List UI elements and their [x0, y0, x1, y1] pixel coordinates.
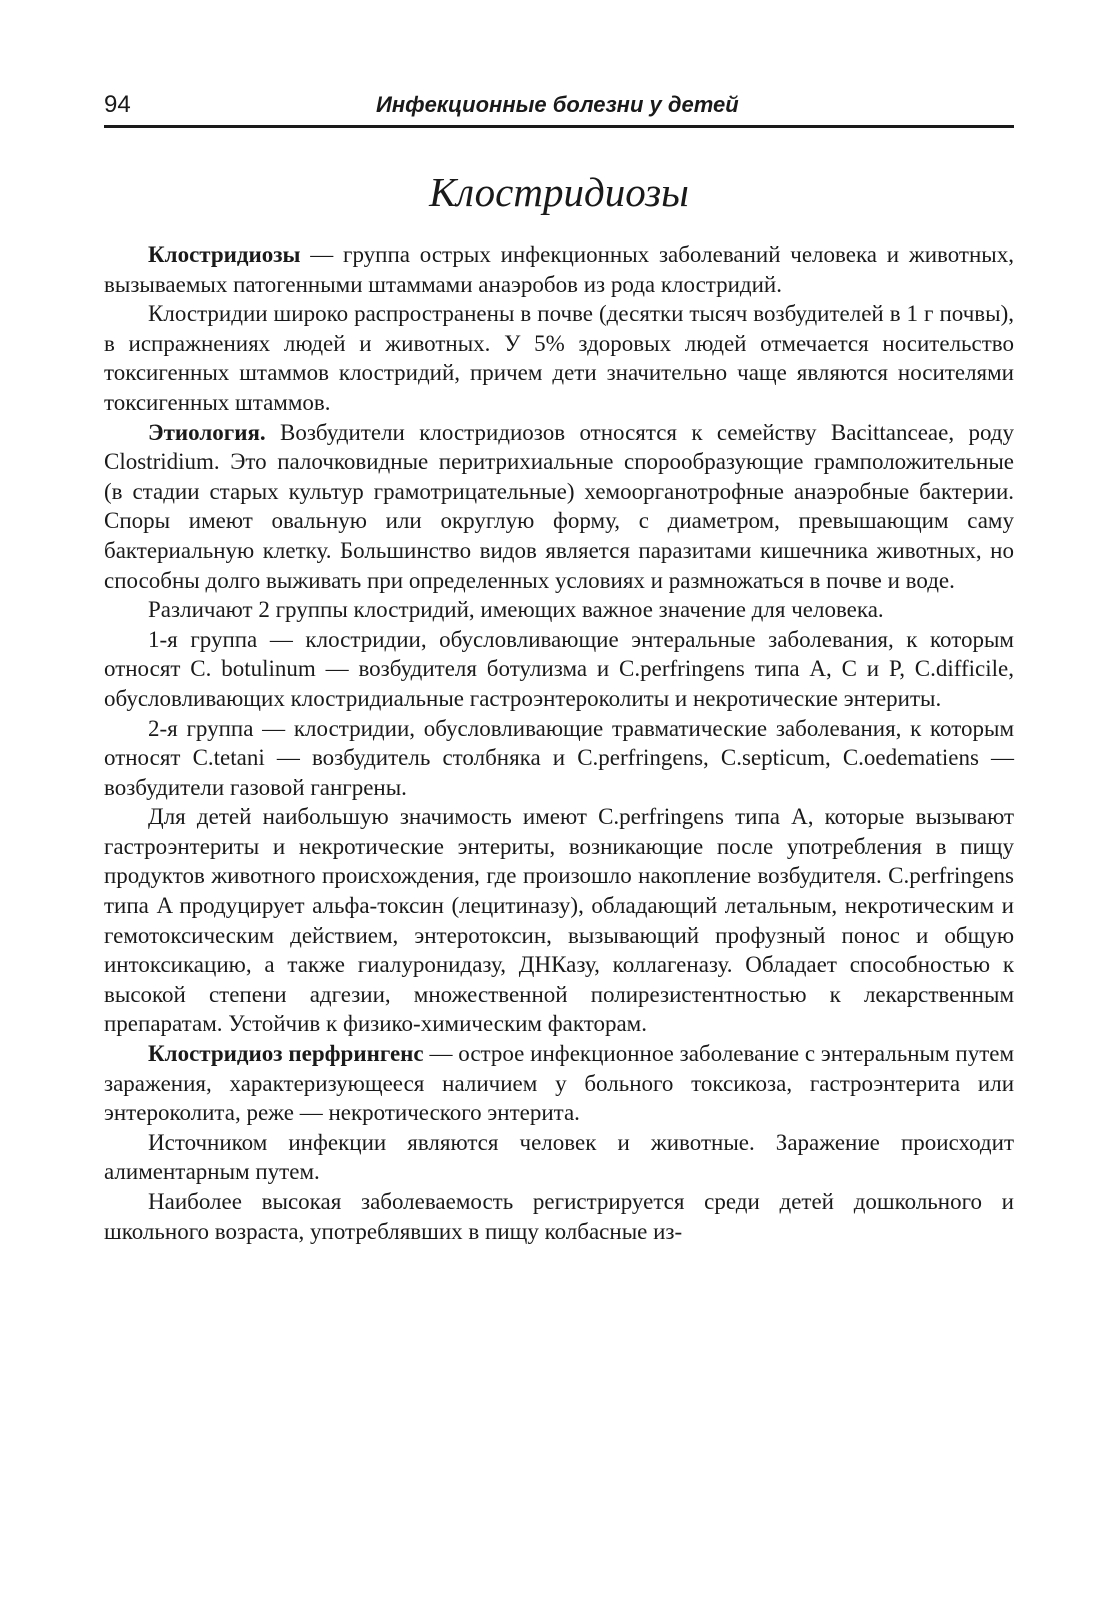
running-title: Инфекционные болезни у детей: [376, 92, 739, 117]
paragraph-groups: [104, 595, 1014, 625]
paragraph-text: Для детей наибольшую значимость имеют C.perfringens типа A, которые вызывают гастроэнтериты и некротические энтериты, возникающие после употребления в пищу продуктов животного происхождения, где произошло накопление возбудителя. C.perfringens типа A продуцирует альфа-токсин (лецитиназу), обладающий летальным, некротическим и гемотоксическим действием, энтеротоксин, вызывающий профузный понос и общую интоксикацию, а также гиалуронидазу, ДНКазу, коллагеназу. Обладает способностью к высокой степени адгезии, множественной полирезистентностью к лекарственным препаратам. Устойчив к физико-химическим факторам.: [104, 804, 1014, 1037]
page-number: 94: [104, 91, 131, 118]
paragraph-text: Источником инфекции являются человек и животные. Заражение происходит алиментарным путем.: [104, 1129, 1014, 1185]
paragraph-term: Этиология.: [148, 419, 266, 445]
paragraph-group-2: [104, 714, 1014, 803]
paragraph-text: — группа острых инфекционных заболеваний человека и животных, вызываемых патогенными штаммами анаэробов из рода клостридий.: [104, 242, 1014, 297]
paragraph-etiology: [104, 418, 1014, 596]
paragraph-text: Возбудители клостридиозов относятся к семейству Bacittanceae, роду Clostridium. Это палочковидные перитрихиальные спорообразующие грамположительные (в стадии старых культур грамотрицательные) хемоорганотрофные анаэробные бактерии. Споры имеют овальную или округлую форму, с диаметром, превышающим саму бактериальную клетку. Большинство видов является паразитами кишечника животных, но способны долго выживать при определенных условиях и размножаться в почве и воде.: [104, 419, 1014, 593]
paragraph-term: Клостридиоз перфрингенс: [148, 1041, 424, 1067]
paragraph-perfringens: [104, 1039, 1014, 1128]
paragraph-text: Различают 2 группы клостридий, имеющих важное значение для человека.: [148, 597, 884, 623]
paragraph-definition: [104, 240, 1014, 299]
paragraph-group-1: [104, 625, 1014, 714]
body-text: [104, 240, 1014, 1246]
paragraph-prevalence: [104, 299, 1014, 417]
paragraph-term: Клостридиозы: [148, 242, 301, 267]
running-header: [104, 88, 1014, 124]
paragraph-text: Клостридии широко распространены в почве (десятки тысяч возбудителей в 1 г почвы), в испражнениях людей и животных. У 5% здоровых людей отмечается носительство токсигенных штаммов клостридий, причем дети значительно чаще являются носителями токсигенных штаммов.: [104, 301, 1014, 415]
paragraph-text: Наиболее высокая заболеваемость регистрируется среди детей дошкольного и школьного возраста, употреблявших в пищу колбасные из-: [104, 1189, 1014, 1244]
header-rule: [104, 125, 1014, 128]
paragraph-text: 2-я группа — клостридии, обусловливающие травматические заболевания, к которым относят C.tetani — возбудитель столбняка и C.perfringens, C.septicum, C.oedematiens — возбудители газовой гангрены.: [104, 715, 1014, 800]
paragraph-text: 1-я группа — клостридии, обусловливающие энтеральные заболевания, к которым относят C. botulinum — возбудителя ботулизма и C.perfringens типа A, C и P, C.difficile, обусловливающих клостридиальные гастроэнтероколиты и некротические энтериты.: [104, 626, 1014, 711]
paragraph-source: [104, 1128, 1014, 1187]
chapter-title: Клостридиозы: [429, 169, 689, 215]
paragraph-children: [104, 802, 1014, 1039]
paragraph-incidence: [104, 1187, 1014, 1246]
paragraph-text: — острое инфекционное заболевание с энтеральным путем заражения, характеризующееся наличием у больного токсикоза, гастроэнтерита или энтероколита, реже — некротического энтерита.: [104, 1041, 1015, 1126]
